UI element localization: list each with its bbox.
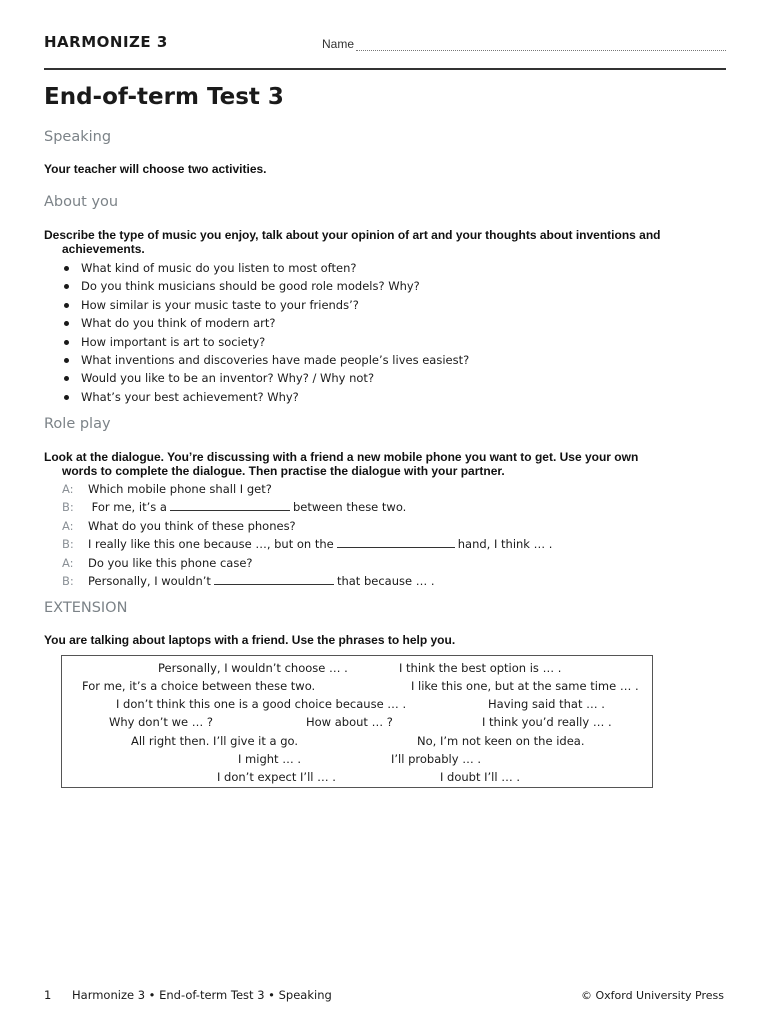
about-you-instruction-line2: achievements.: [62, 242, 145, 256]
phrase: All right then. I’ll give it a go.: [131, 734, 299, 748]
extension-heading: EXTENSION: [44, 600, 128, 616]
role-play-instruction-line2: words to complete the dialogue. Then practise the dialogue with your partner.: [62, 464, 505, 478]
answer-blank[interactable]: [170, 499, 290, 511]
brand-logo: HARMONIZE 3: [44, 33, 168, 51]
phrase: For me, it’s a choice between these two.: [82, 679, 316, 693]
phrase: I might … .: [238, 752, 302, 766]
phrase: I doubt I’ll … .: [440, 770, 521, 784]
phrase: I like this one, but at the same time … .: [411, 679, 639, 693]
dialogue-line: [62, 554, 552, 572]
copyright: © Oxford University Press: [580, 989, 724, 1002]
dialogue-text: What do you think of these phones?: [88, 518, 296, 533]
list-item: How similar is your music taste to your friends’?: [62, 296, 469, 314]
phrase: I don’t think this one is a good choice because … .: [116, 697, 407, 711]
speaking-heading: Speaking: [44, 129, 112, 145]
phrase: I think you’d really … .: [482, 715, 612, 729]
phrase: How about … ?: [306, 715, 393, 729]
phrase: I don’t expect I’ll … .: [217, 770, 336, 784]
about-you-instruction: [44, 228, 716, 256]
list-item: What kind of music do you listen to most often?: [62, 259, 469, 277]
dialogue-text-after: between these two.: [292, 500, 407, 515]
speaker-label: B:: [62, 537, 74, 552]
phrase: I think the best option is … .: [399, 661, 562, 675]
role-play-instruction: [44, 450, 716, 478]
about-you-question-list: [62, 259, 469, 406]
footer-left: [44, 988, 332, 1002]
dialogue-text: Do you like this phone case?: [88, 555, 253, 570]
answer-blank[interactable]: [214, 573, 334, 585]
phrase: I’ll probably … .: [391, 752, 482, 766]
answer-blank[interactable]: [337, 536, 455, 548]
role-play-heading: Role play: [44, 416, 111, 432]
phrase: Personally, I wouldn’t choose … .: [158, 661, 348, 675]
page-title: End-of-term Test 3: [44, 84, 284, 110]
list-item: Do you think musicians should be good role models? Why?: [62, 277, 469, 295]
dialogue-text: Personally, I wouldn’t: [88, 573, 211, 588]
role-play-dialogue: [62, 480, 552, 590]
dialogue-text: Which mobile phone shall I get?: [88, 482, 272, 496]
dialogue-text: I really like this one because …, but on the: [88, 537, 334, 552]
page-number: 1: [44, 988, 52, 1002]
name-label: Name: [322, 37, 355, 51]
dialogue-line: [62, 572, 552, 590]
list-item: What do you think of modern art?: [62, 314, 469, 332]
name-field-line[interactable]: [356, 50, 726, 51]
about-you-heading: About you: [44, 194, 119, 210]
speaker-label: A:: [62, 555, 74, 570]
list-item: What’s your best achievement? Why?: [62, 388, 469, 406]
dialogue-text: For me, it’s a: [88, 500, 167, 515]
dialogue-line: [62, 498, 552, 516]
phrase: Why don’t we … ?: [109, 715, 213, 729]
role-play-instruction-line1: Look at the dialogue. You’re discussing with a friend a new mobile phone you want to get. Use your own: [44, 450, 639, 464]
about-you-instruction-line1: Describe the type of music you enjoy, talk about your opinion of art and your thoughts about inventions and: [44, 228, 661, 242]
dialogue-line: [62, 517, 552, 535]
extension-instruction: You are talking about laptops with a friend. Use the phrases to help you.: [44, 633, 456, 647]
phrase: Having said that … .: [488, 697, 605, 711]
speaker-label: B:: [62, 573, 74, 588]
header-divider: [44, 68, 726, 70]
speaking-instruction: Your teacher will choose two activities.: [44, 162, 267, 176]
phrase-box: [61, 655, 653, 788]
speaker-label: A:: [62, 518, 74, 533]
footer-title: Harmonize 3 • End-of-term Test 3 • Speaking: [72, 988, 332, 1002]
dialogue-text-after: that because … .: [336, 573, 435, 588]
phrase: No, I’m not keen on the idea.: [417, 734, 585, 748]
dialogue-line: [62, 535, 552, 553]
list-item: What inventions and discoveries have made people’s lives easiest?: [62, 351, 469, 369]
dialogue-text-after: hand, I think … .: [457, 537, 553, 552]
list-item: How important is art to society?: [62, 333, 469, 351]
speaker-label: B:: [62, 500, 74, 515]
speaker-label: A:: [62, 482, 74, 496]
dialogue-line: [62, 480, 552, 498]
list-item: Would you like to be an inventor? Why? / Why not?: [62, 369, 469, 387]
